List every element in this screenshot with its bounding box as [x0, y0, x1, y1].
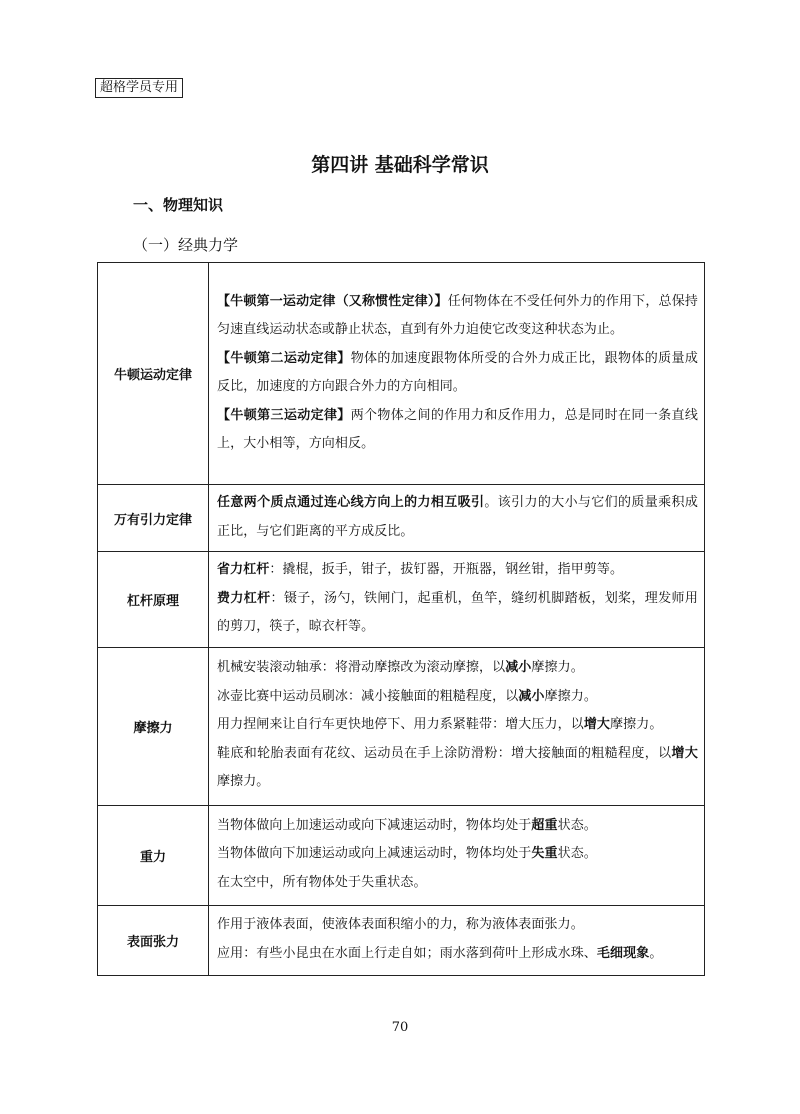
- row-label: 摩擦力: [98, 647, 209, 805]
- emphasis: 失重: [531, 846, 558, 862]
- table-row: [98, 805, 705, 905]
- table-row: [98, 263, 705, 485]
- plain-text: 状态。: [557, 846, 597, 862]
- force-saving-lever: [217, 556, 698, 585]
- plain-text: 摩擦力。: [217, 774, 270, 790]
- section-heading: 一、物理知识: [133, 196, 224, 214]
- exclusive-tag: 超格学员专用: [95, 78, 183, 98]
- row-label: 重力: [98, 805, 209, 905]
- mechanics-table: [97, 262, 705, 976]
- row-content: [209, 905, 705, 975]
- emphasis: 超重: [531, 817, 558, 833]
- table-row: [98, 905, 705, 975]
- emphasis: 费力杠杆: [217, 590, 271, 606]
- emphasis: 毛细现象: [596, 945, 650, 961]
- emphasis: 任意两个质点通过连心线方向上的力相互吸引: [217, 495, 485, 510]
- plain-text: 。该引力的大小与它们的质量乘积成正比，与它们距离的平方成反比。: [217, 495, 698, 539]
- newton-second-law: [217, 345, 698, 402]
- weight-line: [217, 812, 698, 841]
- plain-text: 鞋底和轮胎表面有花纹、运动员在手上涂防滑粉：增大接触面的粗糙程度，以: [217, 745, 672, 761]
- emphasis: 增大: [671, 745, 698, 761]
- weight-line: 在太空中，所有物体处于失重状态。: [217, 874, 427, 890]
- tension-line: [217, 940, 698, 969]
- plain-text: 。: [649, 945, 663, 961]
- row-content: [209, 805, 705, 905]
- friction-line: [217, 683, 698, 712]
- law-title: 【牛顿第三运动定律】: [217, 407, 351, 423]
- plain-text: 状态。: [557, 817, 597, 833]
- law-text: 物体的加速度跟物体所受的合外力成正比，跟物体的质量成反比，加速度的方向跟合外力的方向相同。: [217, 350, 698, 394]
- weight-line: [217, 840, 698, 869]
- plain-text: 用力捏闸来让自行车更快地停下、用力系紧鞋带：增大压力，以: [217, 717, 584, 733]
- page-title: 第四讲 基础科学常识: [311, 154, 489, 176]
- friction-line: [217, 654, 698, 683]
- emphasis: 减小: [505, 660, 532, 676]
- row-content: [209, 647, 705, 805]
- row-label: 万有引力定律: [98, 485, 209, 552]
- row-label: 表面张力: [98, 905, 209, 975]
- emphasis: 省力杠杆: [217, 562, 270, 577]
- plain-text: 摩擦力。: [544, 688, 597, 704]
- plain-text: 冰壶比赛中运动员刷冰：减小接触面的粗糙程度，以: [217, 688, 519, 704]
- row-content: [209, 552, 705, 648]
- law-title: 【牛顿第一运动定律（又称惯性定律）】: [217, 293, 448, 309]
- subsection-heading: （一）经典力学: [133, 236, 239, 254]
- gravity-text: [217, 489, 698, 546]
- row-content: [209, 485, 705, 552]
- plain-text: 应用：有些小昆虫在水面上行走自如；雨水落到荷叶上形成水珠、: [217, 945, 597, 961]
- row-content: [209, 263, 705, 485]
- friction-line: [217, 740, 698, 797]
- law-text: 任何物体在不受任何外力的作用下，总保持匀速直线运动状态或静止状态，直到有外力迫使它改变这种状态为止。: [217, 293, 698, 337]
- plain-text: 当物体做向下加速运动或向上减速运动时，物体均处于: [217, 846, 532, 862]
- table-row: [98, 552, 705, 648]
- plain-text: 摩擦力。: [531, 660, 584, 676]
- emphasis: 减小: [518, 688, 545, 704]
- plain-text: ：撬棍，扳手，钳子，拔钉器，开瓶器，钢丝钳，指甲剪等。: [269, 562, 624, 577]
- newton-third-law: [217, 402, 698, 459]
- row-label: 牛顿运动定律: [98, 263, 209, 485]
- tension-line: 作用于液体表面，使液体表面积缩小的力，称为液体表面张力。: [217, 917, 584, 932]
- table-row: [98, 485, 705, 552]
- friction-line: [217, 711, 698, 740]
- emphasis: 增大: [583, 717, 611, 733]
- force-costing-lever: [217, 585, 698, 642]
- row-label: 杠杆原理: [98, 552, 209, 648]
- table-row: [98, 647, 705, 805]
- law-text: 两个物体之间的作用力和反作用力，总是同时在同一条直线上，大小相等，方向相反。: [217, 407, 698, 451]
- plain-text: 摩擦力。: [610, 717, 663, 733]
- law-title: 【牛顿第二运动定律】: [217, 350, 351, 366]
- newton-first-law: [217, 288, 698, 345]
- plain-text: ：镊子，汤勺，铁闸门，起重机，鱼竿，缝纫机脚踏板，划桨，理发师用的剪刀，筷子，晾衣杆等。: [217, 590, 699, 634]
- plain-text: 当物体做向上加速运动或向下减速运动时，物体均处于: [217, 817, 532, 833]
- plain-text: 机械安装滚动轴承：将滑动摩擦改为滚动摩擦，以: [217, 660, 506, 676]
- page-number: 70: [391, 1020, 409, 1035]
